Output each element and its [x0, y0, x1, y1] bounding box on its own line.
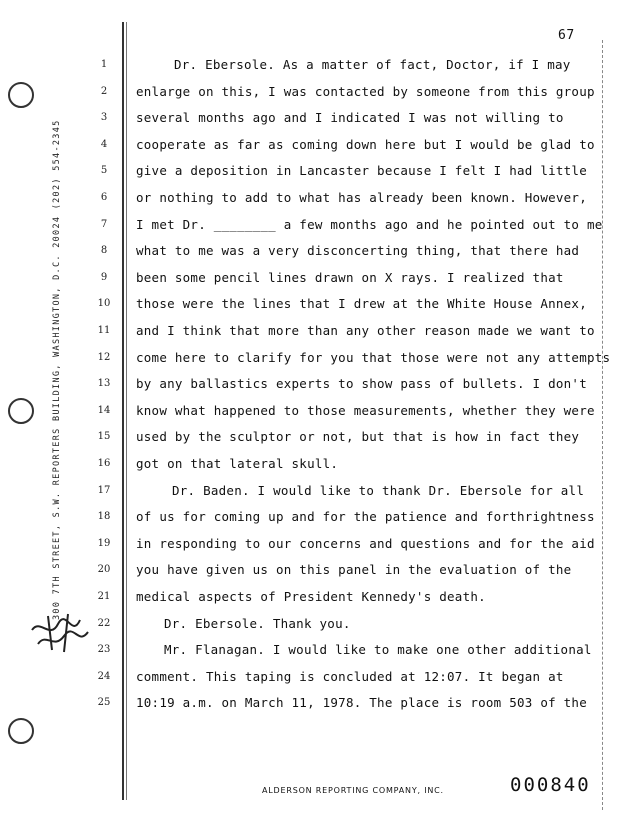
transcript-line: by any ballastics experts to show pass of bullets. I don't — [136, 376, 587, 392]
transcript-line: cooperate as far as coming down here but I would be glad to — [136, 136, 595, 152]
line-number: 15 — [97, 431, 111, 443]
line-number: 16 — [97, 458, 111, 469]
line-number: 14 — [97, 404, 111, 416]
punch-hole-middle — [8, 398, 34, 424]
transcript-line: been some pencil lines drawn on X rays. I realized that — [136, 269, 564, 285]
left-margin-rule — [122, 22, 124, 800]
line-number: 1 — [100, 59, 108, 70]
transcript-line: know what happened to those measurements, whether they were — [136, 402, 595, 418]
transcript-line: give a deposition in Lancaster because I felt I had little — [136, 163, 587, 179]
transcript-line: medical aspects of President Kennedy's death. — [136, 589, 486, 604]
line-number: 12 — [97, 351, 111, 363]
transcript-line: I met Dr. ________ a few months ago and he pointed out to me — [136, 216, 603, 232]
transcript-line: Dr. Ebersole. Thank you. — [164, 615, 351, 631]
transcript-line: several months ago and I indicated I was not willing to — [136, 110, 564, 126]
transcript-line: of us for coming up and for the patience and forthrightness — [136, 509, 595, 525]
line-number: 22 — [97, 617, 111, 629]
line-number: 17 — [97, 484, 111, 496]
transcript-line: you have given us on this panel in the evaluation of the — [136, 562, 572, 578]
line-number: 24 — [97, 670, 111, 682]
line-number: 9 — [100, 271, 108, 283]
line-number: 11 — [97, 325, 111, 336]
line-number: 7 — [100, 218, 108, 230]
transcript-line: 10:19 a.m. on March 11, 1978. The place is room 503 of the — [136, 695, 587, 711]
transcript-line: used by the sculptor or not, but that is how in fact they — [136, 429, 580, 445]
transcript-line: enlarge on this, I was contacted by someone from this group — [136, 83, 595, 99]
line-number: 13 — [97, 378, 111, 390]
transcript-line: comment. This taping is concluded at 12:07. It began at — [136, 668, 564, 684]
line-number: 4 — [100, 138, 108, 150]
transcript-line: come here to clarify for you that those were not any attempts — [136, 349, 611, 365]
line-number: 10 — [97, 298, 111, 310]
reporter-address-margin: 300 7TH STREET, S.W. REPORTERS BUILDING, WASHINGTON, D.C. 20024 (202) 554-2345 — [52, 119, 62, 620]
transcript-line: in responding to our concerns and questions and for the aid — [136, 535, 595, 551]
reporting-company-footer: ALDERSON REPORTING COMPANY, INC. — [262, 786, 444, 795]
line-number: 2 — [100, 85, 108, 97]
left-margin-rule-inner — [126, 22, 127, 800]
transcript-line: and I think that more than any other reason made we want to — [136, 323, 595, 338]
line-number: 20 — [97, 564, 111, 576]
line-number: 23 — [97, 644, 111, 656]
transcript-line: Dr. Baden. I would like to thank Dr. Ebersole for all — [172, 482, 585, 498]
right-margin-rule — [602, 40, 603, 810]
line-number: 21 — [97, 591, 111, 602]
transcript-line: Dr. Ebersole. As a matter of fact, Doctor, if I may — [174, 57, 571, 72]
punch-hole-bottom — [8, 718, 34, 744]
transcript-line: or nothing to add to what has already been known. However, — [136, 190, 587, 205]
document-number: 000840 — [510, 774, 591, 796]
transcript-line: got on that lateral skull. — [136, 456, 339, 471]
punch-hole-top — [8, 82, 34, 108]
line-number: 5 — [100, 165, 108, 177]
line-number: 3 — [100, 112, 108, 124]
line-number: 19 — [97, 537, 111, 549]
margin-scribble — [28, 610, 98, 656]
line-number: 6 — [100, 192, 108, 203]
line-number: 8 — [100, 245, 108, 257]
line-number: 18 — [97, 511, 111, 523]
transcript-line: what to me was a very disconcerting thing, that there had — [136, 243, 580, 259]
transcript-line: those were the lines that I drew at the White House Annex, — [136, 296, 587, 312]
transcript-line: Mr. Flanagan. I would like to make one other additional — [164, 642, 592, 658]
line-number: 25 — [97, 697, 111, 709]
page-number: 67 — [558, 28, 575, 43]
